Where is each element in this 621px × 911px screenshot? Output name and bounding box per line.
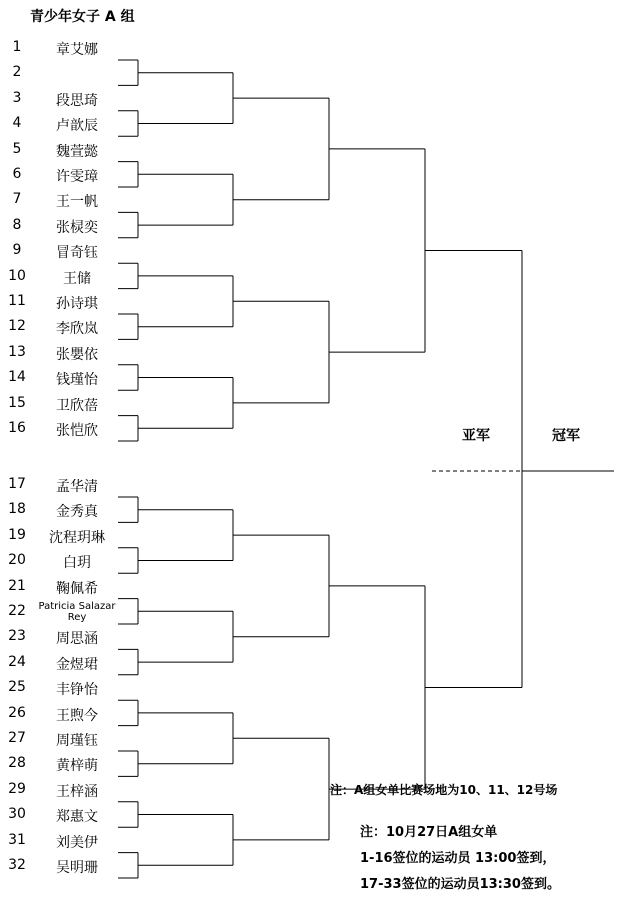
seed-number: 21: [8, 577, 26, 594]
player-name: 魏萱懿: [56, 143, 98, 160]
player-name: 鞠佩希: [56, 580, 98, 597]
player-name: 白玥: [63, 555, 91, 572]
player-name: 周瑾钰: [56, 733, 98, 749]
player-name: 沈程玥琳: [49, 529, 105, 546]
seed-number: 16: [8, 420, 26, 436]
seed-number: 25: [8, 679, 26, 696]
seed-number: 13: [8, 343, 26, 360]
player-name: 孟华清: [56, 479, 98, 495]
seed-number: 12: [8, 318, 26, 335]
seed-number: 8: [12, 216, 22, 233]
schedule-note-line-2: 1-16签位的运动员 13:00签到，: [360, 851, 556, 866]
seed-number: 17: [8, 476, 26, 492]
page-title: 青少年女子 A 组: [30, 9, 135, 25]
player-name: 金秀真: [56, 504, 98, 521]
seed-number: 9: [12, 242, 22, 259]
seed-number: 6: [12, 166, 22, 182]
player-name: 钱瑾怡: [56, 372, 98, 389]
player-name: 王煦今: [56, 707, 98, 724]
seed-number: 20: [8, 552, 26, 569]
player-name: 王储: [63, 270, 91, 287]
seed-number: 3: [12, 89, 22, 106]
player-name: 郑惠文: [56, 809, 98, 826]
seed-number: 15: [8, 394, 26, 411]
runner-up-label: 亚军: [462, 428, 490, 444]
player-name: 李欣岚: [56, 321, 98, 338]
player-name: 章艾娜: [56, 42, 98, 58]
player-name: 卢歆辰: [56, 118, 98, 135]
player-name: 王梓涵: [56, 783, 98, 800]
seed-number: 24: [8, 653, 26, 670]
schedule-note-line-3: 17-33签位的运动员13:30签到。: [360, 877, 560, 892]
seed-number: 14: [8, 369, 26, 386]
player-name: 周思涵: [56, 631, 98, 648]
player-name: 许雯璋: [56, 169, 98, 185]
player-name: 王一帆: [56, 194, 98, 211]
seed-number: 32: [8, 857, 26, 873]
seed-number: 27: [8, 730, 26, 746]
seed-number: 11: [8, 293, 26, 309]
player-name: 段思琦: [56, 92, 98, 109]
player-name: 张恺欣: [56, 423, 98, 439]
player-name: 丰铮怡: [56, 682, 98, 699]
seed-number: 23: [8, 628, 26, 645]
player-name: 吴明珊: [56, 860, 98, 876]
seed-number: 30: [8, 806, 26, 823]
seed-number: 22: [8, 603, 26, 619]
seed-number: 2: [12, 64, 22, 81]
seed-number: 7: [12, 191, 22, 208]
player-name: 张嬰依: [56, 346, 98, 363]
seed-number: 31: [8, 831, 26, 848]
player-name: 张棂奕: [56, 219, 98, 236]
seed-number: 19: [8, 526, 26, 543]
seed-number: 18: [8, 501, 26, 518]
player-name: 卫欣蓓: [56, 397, 98, 414]
player-name: 刘美伊: [56, 834, 98, 851]
seed-number: 4: [12, 115, 22, 132]
seed-number: 28: [8, 755, 26, 772]
seed-number: 26: [8, 704, 26, 721]
champion-label: 冠军: [552, 428, 580, 444]
player-name: 孙诗琪: [56, 296, 98, 312]
player-name: 黄梓萌: [56, 758, 98, 775]
seed-number: 10: [8, 267, 26, 284]
schedule-note-line-1: 注：10月27日A组女单: [360, 825, 498, 840]
venue-note: 注：A组女单比赛场地为10、11、12号场: [330, 783, 558, 797]
seed-number: 29: [8, 780, 26, 797]
seed-number: 5: [12, 140, 22, 157]
player-name: 金煜珺: [56, 656, 98, 673]
schedule-note: [360, 820, 560, 898]
seed-number: 1: [12, 39, 22, 55]
player-name: Patricia Salazar Rey: [38, 601, 116, 623]
player-name: 冒奇钰: [56, 245, 98, 262]
